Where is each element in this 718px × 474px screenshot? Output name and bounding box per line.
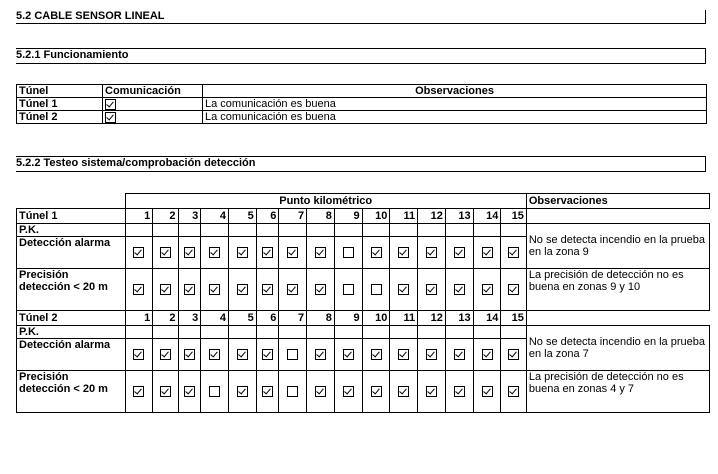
pk-label: P.K. (17, 326, 126, 339)
pk-cell (201, 326, 229, 339)
subsection-testeo-title: 5.2.2 Testeo sistema/comprobación detección (16, 156, 706, 172)
pk-cell (178, 224, 201, 237)
pk-cell (390, 224, 418, 237)
alarm-cell (334, 339, 362, 371)
precision-cell (125, 269, 153, 311)
pk-label: P.K. (17, 224, 126, 237)
alarm-cell (307, 339, 335, 371)
empty-obs-cell (526, 209, 709, 224)
col-header-comunicacion: Comunicación (103, 85, 203, 98)
communication-header-row (17, 85, 707, 98)
precision-cell (445, 269, 473, 311)
alarm-cell (256, 237, 279, 269)
alarm-cell (334, 237, 362, 269)
point-number: 1 (125, 209, 153, 224)
precision-cell (178, 371, 201, 413)
point-number: 14 (473, 209, 501, 224)
checkbox-checked-icon[interactable] (426, 386, 437, 397)
section-title: 5.2 CABLE SENSOR LINEAL (16, 10, 706, 24)
checkbox-checked-icon[interactable] (482, 349, 493, 360)
point-number: 10 (362, 311, 390, 326)
alarm-cell (201, 237, 229, 269)
checkbox-checked-icon[interactable] (160, 247, 171, 258)
checkbox-unchecked-icon[interactable] (287, 386, 298, 397)
checkbox-checked-icon[interactable] (237, 349, 248, 360)
point-number: 15 (501, 311, 526, 326)
precision-cell (153, 269, 178, 311)
checkbox-checked-icon[interactable] (133, 284, 144, 295)
pk-cell (362, 326, 390, 339)
checkbox-unchecked-icon[interactable] (343, 284, 354, 295)
point-number: 6 (256, 311, 279, 326)
point-number: 12 (418, 311, 446, 326)
precision-cell (178, 269, 201, 311)
checkbox-checked-icon[interactable] (209, 349, 220, 360)
checkbox-checked-icon[interactable] (426, 349, 437, 360)
checkbox-checked-icon[interactable] (482, 247, 493, 258)
precision-cell (445, 371, 473, 413)
checkbox-checked-icon[interactable] (315, 386, 326, 397)
checkbox-checked-icon[interactable] (398, 284, 409, 295)
alarm-cell (153, 339, 178, 371)
pk-cell (501, 224, 526, 237)
point-number: 10 (362, 209, 390, 224)
tunnel-name: Túnel 2 (17, 111, 103, 124)
point-number: 9 (334, 311, 362, 326)
precision-cell (390, 269, 418, 311)
point-number: 2 (153, 209, 178, 224)
precision-cell (473, 371, 501, 413)
precision-cell (201, 371, 229, 413)
checkbox-unchecked-icon[interactable] (287, 349, 298, 360)
precision-cell (228, 371, 256, 413)
pk-cell (256, 326, 279, 339)
precision-cell (334, 269, 362, 311)
checkbox-checked-icon[interactable] (184, 386, 195, 397)
precision-cell (256, 269, 279, 311)
point-number: 5 (228, 209, 256, 224)
alarm-cell (279, 339, 307, 371)
alarm-cell (473, 237, 501, 269)
precision-cell (334, 371, 362, 413)
empty-corner-cell (17, 194, 126, 209)
checkbox-checked-icon[interactable] (105, 112, 116, 123)
pk-cell (125, 224, 153, 237)
pk-cell (445, 326, 473, 339)
alarm-cell (153, 237, 178, 269)
pk-row (17, 326, 710, 339)
precision-cell (279, 371, 307, 413)
point-number: 2 (153, 311, 178, 326)
test-header-row (17, 194, 710, 209)
checkbox-checked-icon[interactable] (287, 284, 298, 295)
pk-cell (228, 224, 256, 237)
checkbox-checked-icon[interactable] (184, 247, 195, 258)
pk-cell (307, 326, 335, 339)
precision-label: Precisión detección < 20 m (17, 371, 126, 413)
checkbox-checked-icon[interactable] (160, 349, 171, 360)
checkbox-checked-icon[interactable] (209, 247, 220, 258)
precision-cell (307, 269, 335, 311)
pk-cell (501, 326, 526, 339)
communication-cell (103, 98, 203, 111)
checkbox-checked-icon[interactable] (508, 284, 519, 295)
empty-obs-cell (526, 311, 709, 326)
checkbox-checked-icon[interactable] (262, 349, 273, 360)
checkbox-unchecked-icon[interactable] (209, 386, 220, 397)
alarm-cell (362, 339, 390, 371)
precision-cell (362, 371, 390, 413)
pk-cell (445, 224, 473, 237)
communication-row (17, 111, 707, 124)
checkbox-checked-icon[interactable] (508, 386, 519, 397)
detection-test-table (16, 193, 710, 413)
point-number: 7 (279, 311, 307, 326)
checkbox-checked-icon[interactable] (371, 349, 382, 360)
observation-text: La comunicación es buena (203, 98, 707, 111)
alarm-cell (418, 237, 446, 269)
tunnel-points-row (17, 209, 710, 224)
alarm-cell (473, 339, 501, 371)
precision-cell (362, 269, 390, 311)
point-number: 3 (178, 311, 201, 326)
alarm-cell (201, 339, 229, 371)
precision-cell (228, 269, 256, 311)
observaciones-header: Observaciones (526, 194, 709, 209)
alarm-cell (445, 339, 473, 371)
pk-cell (334, 224, 362, 237)
pk-row (17, 224, 710, 237)
pk-cell (279, 326, 307, 339)
alarm-observation: No se detecta incendio en la prueba en la zona 9 (526, 224, 709, 269)
checkbox-checked-icon[interactable] (426, 247, 437, 258)
point-number: 13 (445, 311, 473, 326)
pk-cell (473, 326, 501, 339)
precision-label: Precisión detección < 20 m (17, 269, 126, 311)
precision-row (17, 269, 710, 311)
precision-cell (256, 371, 279, 413)
checkbox-checked-icon[interactable] (160, 284, 171, 295)
pk-cell (125, 326, 153, 339)
precision-cell (473, 269, 501, 311)
checkbox-checked-icon[interactable] (209, 284, 220, 295)
checkbox-checked-icon[interactable] (343, 386, 354, 397)
punto-kilometrico-header: Punto kilométrico (125, 194, 526, 209)
alarm-cell (362, 237, 390, 269)
pk-cell (256, 224, 279, 237)
point-number: 3 (178, 209, 201, 224)
pk-cell (362, 224, 390, 237)
checkbox-checked-icon[interactable] (262, 386, 273, 397)
point-number: 1 (125, 311, 153, 326)
communication-row (17, 98, 707, 111)
checkbox-checked-icon[interactable] (262, 247, 273, 258)
alarm-cell (125, 237, 153, 269)
tunnel-name: Túnel 1 (17, 209, 126, 224)
checkbox-checked-icon[interactable] (482, 386, 493, 397)
pk-cell (178, 326, 201, 339)
communication-cell (103, 111, 203, 124)
checkbox-checked-icon[interactable] (133, 247, 144, 258)
checkbox-checked-icon[interactable] (371, 247, 382, 258)
tunnel-name: Túnel 2 (17, 311, 126, 326)
pk-cell (473, 224, 501, 237)
pk-cell (390, 326, 418, 339)
pk-cell (418, 224, 446, 237)
point-number: 8 (307, 311, 335, 326)
alarm-cell (501, 339, 526, 371)
alarm-cell (228, 237, 256, 269)
alarm-cell (418, 339, 446, 371)
alarm-observation: No se detecta incendio en la prueba en la zona 7 (526, 326, 709, 371)
checkbox-checked-icon[interactable] (237, 284, 248, 295)
tunnel-points-row (17, 311, 710, 326)
checkbox-checked-icon[interactable] (184, 284, 195, 295)
precision-cell (418, 371, 446, 413)
alarm-cell (125, 339, 153, 371)
checkbox-checked-icon[interactable] (133, 349, 144, 360)
alarm-cell (178, 237, 201, 269)
point-number: 13 (445, 209, 473, 224)
precision-cell (153, 371, 178, 413)
checkbox-checked-icon[interactable] (343, 349, 354, 360)
precision-cell (390, 371, 418, 413)
observation-text: La comunicación es buena (203, 111, 707, 124)
communication-table (16, 84, 707, 124)
checkbox-checked-icon[interactable] (454, 349, 465, 360)
pk-cell (334, 326, 362, 339)
pk-cell (279, 224, 307, 237)
point-number: 5 (228, 311, 256, 326)
pk-cell (418, 326, 446, 339)
checkbox-checked-icon[interactable] (315, 284, 326, 295)
point-number: 7 (279, 209, 307, 224)
checkbox-checked-icon[interactable] (508, 247, 519, 258)
point-number: 11 (390, 209, 418, 224)
point-number: 14 (473, 311, 501, 326)
precision-observation: La precisión de detección no es buena en zonas 4 y 7 (526, 371, 709, 413)
checkbox-checked-icon[interactable] (454, 284, 465, 295)
point-number: 15 (501, 209, 526, 224)
alarm-cell (390, 237, 418, 269)
pk-cell (307, 224, 335, 237)
precision-cell (501, 371, 526, 413)
pk-cell (228, 326, 256, 339)
checkbox-unchecked-icon[interactable] (343, 247, 354, 258)
checkbox-checked-icon[interactable] (482, 284, 493, 295)
checkbox-checked-icon[interactable] (398, 386, 409, 397)
pk-cell (201, 224, 229, 237)
point-number: 8 (307, 209, 335, 224)
checkbox-checked-icon[interactable] (262, 284, 273, 295)
checkbox-checked-icon[interactable] (398, 349, 409, 360)
precision-row (17, 371, 710, 413)
checkbox-checked-icon[interactable] (508, 349, 519, 360)
checkbox-checked-icon[interactable] (237, 386, 248, 397)
precision-cell (279, 269, 307, 311)
alarm-cell (256, 339, 279, 371)
checkbox-checked-icon[interactable] (184, 349, 195, 360)
col-header-tunel: Túnel (17, 85, 103, 98)
col-header-observaciones: Observaciones (203, 85, 707, 98)
checkbox-checked-icon[interactable] (237, 247, 248, 258)
point-number: 12 (418, 209, 446, 224)
checkbox-unchecked-icon[interactable] (371, 284, 382, 295)
checkbox-checked-icon[interactable] (287, 247, 298, 258)
point-number: 6 (256, 209, 279, 224)
point-number: 11 (390, 311, 418, 326)
checkbox-checked-icon[interactable] (160, 386, 171, 397)
tunnel-name: Túnel 1 (17, 98, 103, 111)
alarm-label: Detección alarma (17, 237, 126, 269)
alarm-label: Detección alarma (17, 339, 126, 371)
precision-cell (201, 269, 229, 311)
checkbox-checked-icon[interactable] (454, 386, 465, 397)
alarm-cell (178, 339, 201, 371)
precision-cell (125, 371, 153, 413)
pk-cell (153, 224, 178, 237)
pk-cell (153, 326, 178, 339)
point-number: 4 (201, 209, 229, 224)
precision-cell (418, 269, 446, 311)
alarm-cell (228, 339, 256, 371)
checkbox-checked-icon[interactable] (315, 349, 326, 360)
alarm-cell (445, 237, 473, 269)
checkbox-checked-icon[interactable] (454, 247, 465, 258)
alarm-cell (390, 339, 418, 371)
checkbox-checked-icon[interactable] (426, 284, 437, 295)
alarm-cell (307, 237, 335, 269)
alarm-cell (279, 237, 307, 269)
checkbox-checked-icon[interactable] (105, 99, 116, 110)
alarm-cell (501, 237, 526, 269)
checkbox-checked-icon[interactable] (315, 247, 326, 258)
precision-observation: La precisión de detección no es buena en zonas 9 y 10 (526, 269, 709, 311)
point-number: 4 (201, 311, 229, 326)
point-number: 9 (334, 209, 362, 224)
checkbox-checked-icon[interactable] (371, 386, 382, 397)
checkbox-checked-icon[interactable] (133, 386, 144, 397)
subsection-funcionamiento-title: 5.2.1 Funcionamiento (16, 48, 706, 64)
precision-cell (307, 371, 335, 413)
precision-cell (501, 269, 526, 311)
checkbox-checked-icon[interactable] (398, 247, 409, 258)
